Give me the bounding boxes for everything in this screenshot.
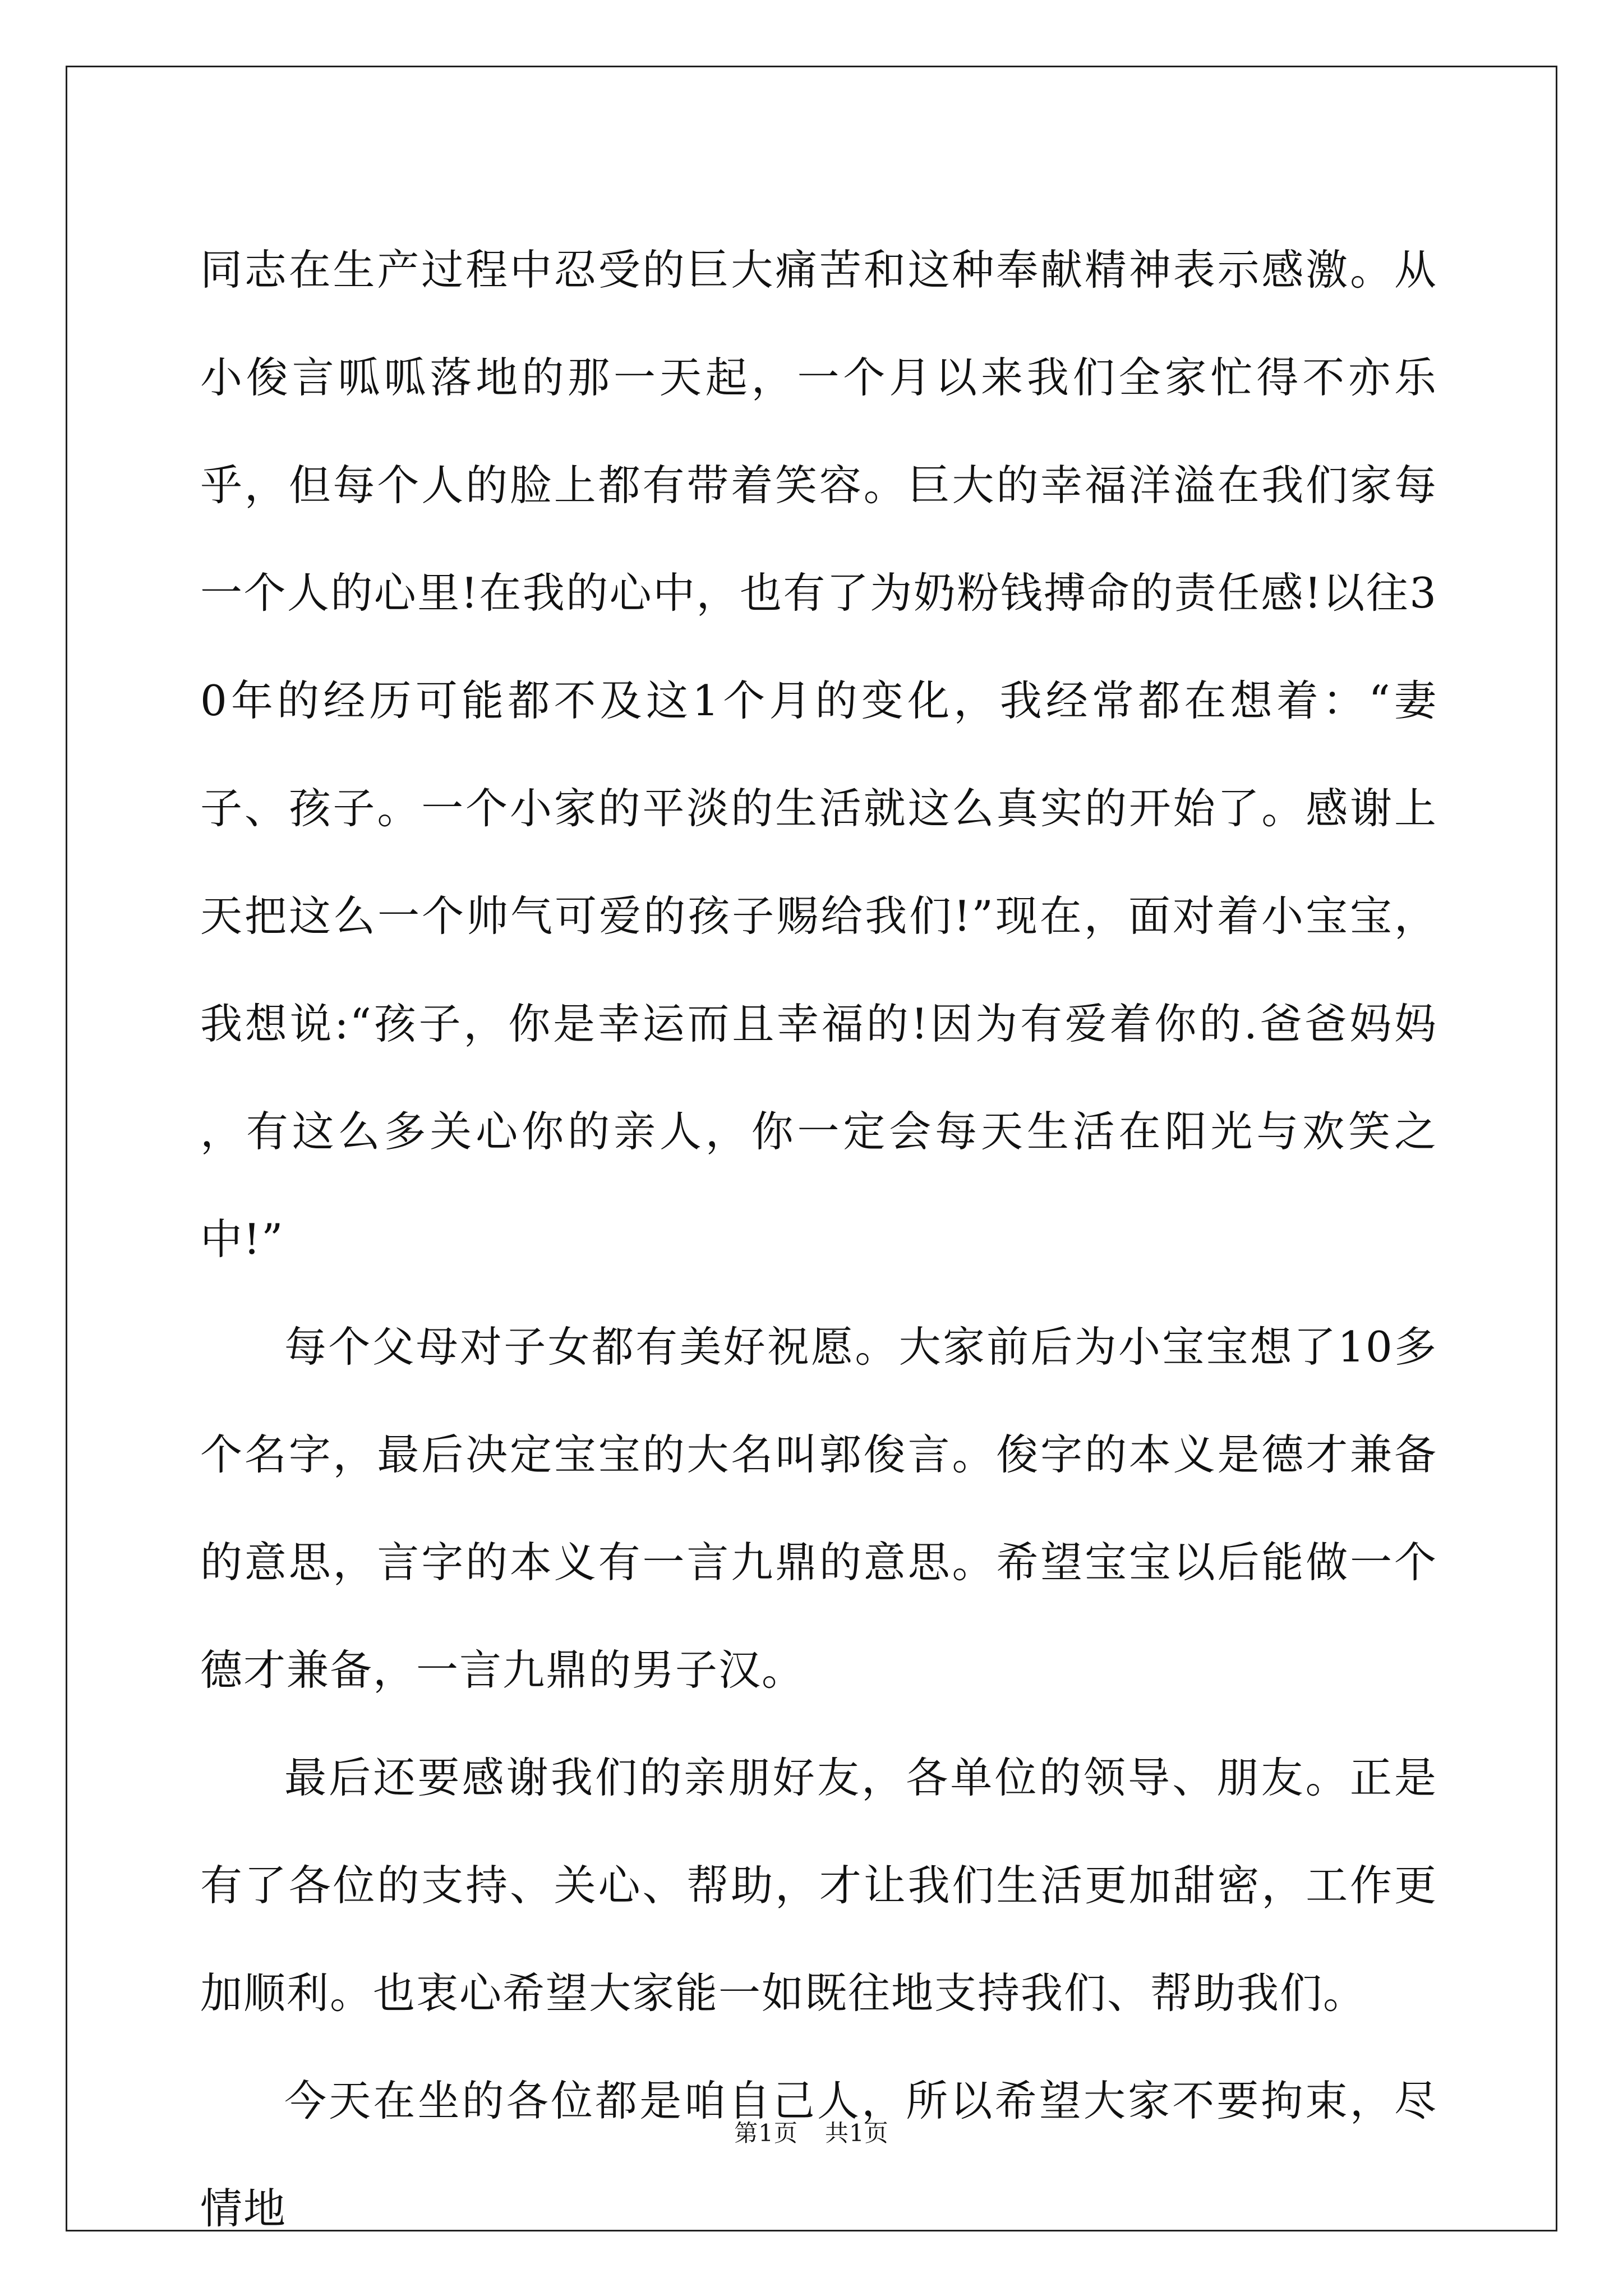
paragraph-closing: 今天在坐的各位都是咱自己人，所以希望大家不要拘束，尽情地 — [200, 2076, 1437, 2233]
page-number: 第1页 — [734, 2119, 798, 2147]
paragraph-continued: 同志在生产过程中忍受的巨大痛苦和这种奉献精神表示感激。从小俊言呱呱落地的那一天起，一个月以来我们全家忙得不亦乐乎，但每个人的脸上都有带着笑容。巨大的幸福洋溢在我们家每一个人的心里!在我的心中，也有了为奶粉钱搏命的责任感!以往30年的经历可能都不及这1个月的变化，我经常都在想着：“妻子、孩子。一个小家的平淡的生活就这么真实的开始了。感谢上天把这么一个帅气可爱的孩子赐给我们!”现在，面对着小宝宝，我想说:“孩子，你是幸运而且幸福的!因为有爱着你的.爸爸妈妈 ，有这么多关心你的亲人，你一定会每天生活在阳光与欢笑之中!” — [200, 245, 1437, 1264]
page-footer — [0, 2115, 1623, 2148]
paragraph-names: 每个父母对子女都有美好祝愿。大家前后为小宝宝想了10多个名字，最后决定宝宝的大名叫郭俊言。俊字的本义是德才兼备的意思，言字的本义有一言九鼎的意思。希望宝宝以后能做一个德才兼备，一言九鼎的男子汉。 — [200, 1322, 1437, 1695]
page-total: 共1页 — [825, 2119, 889, 2147]
document-body — [200, 216, 1437, 2262]
paragraph-thanks: 最后还要感谢我们的亲朋好友，各单位的领导、朋友。正是有了各位的支持、关心、帮助，才让我们生活更加甜密，工作更加顺利。也衷心希望大家能一如既往地支持我们、帮助我们。 — [200, 1753, 1437, 2018]
